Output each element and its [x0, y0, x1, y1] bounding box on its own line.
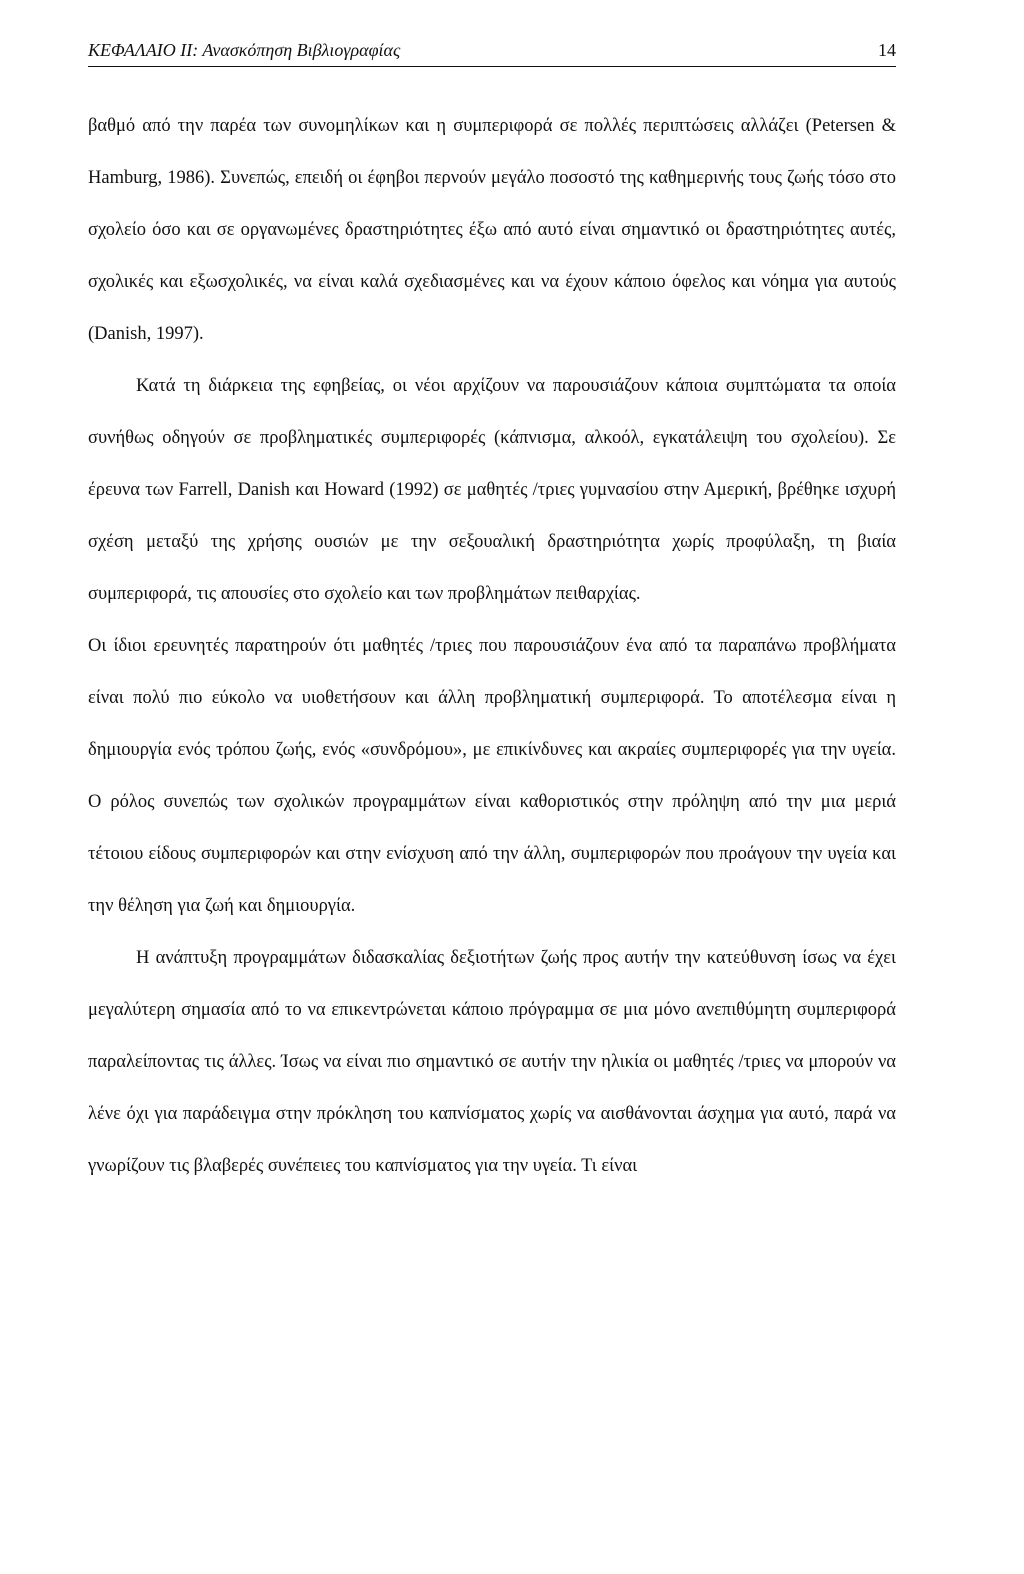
page-number: 14 — [878, 40, 896, 60]
document-page — [88, 0, 896, 1574]
running-header — [88, 36, 896, 67]
paragraph-life-skills-programs: Η ανάπτυξη προγραμμάτων διδασκαλίας δεξιοτήτων ζωής προς αυτήν την κατεύθυνση ίσως να έχει μεγαλύτερη σημασία από το να επικεντρώνεται κάποιο πρόγραμμα σε μια μόνο ανεπιθύμητη συμπεριφορά παραλείποντας τις άλλες. Ίσως να είναι πιο σημαντικό σε αυτήν την ηλικία οι μαθητές /τριες να μπορούν να λένε όχι για παράδειγμα στην πρόκληση του καπνίσματος χωρίς να αισθάνονται άσχημα για αυτό, παρά να γνωρίζουν τις βλαβερές συνέπειες του καπνίσματος για την υγεία. Τι είναι — [88, 948, 896, 1176]
paragraph-researchers-observations: Οι ίδιοι ερευνητές παρατηρούν ότι μαθητές /τριες που παρουσιάζουν ένα από τα παραπάνω προβλήματα είναι πολύ πιο εύκολο να υιοθετήσουν και άλλη προβληματική συμπεριφορά. Το αποτέλεσμα είναι η δημιουργία ενός τρόπου ζωής, ενός «συνδρόμου», με επικίνδυνες και ακραίες συμπεριφορές για την υγεία. Ο ρόλος συνεπώς των σχολικών προγραμμάτων είναι καθοριστικός στην πρόληψη από την μια μεριά τέτοιου είδους συμπεριφορών και στην ενίσχυση από την άλλη, συμπεριφορών που προάγουν την υγεία και την θέληση για ζωή και δημιουργία. — [88, 636, 896, 916]
chapter-title: ΚΕΦΑΛΑΙΟ ΙΙ: Ανασκόπηση Βιβλιογραφίας — [88, 40, 401, 60]
paragraph-adolescence-symptoms: Κατά τη διάρκεια της εφηβείας, οι νέοι αρχίζουν να παρουσιάζουν κάποια συμπτώματα τα οποία συνήθως οδηγούν σε προβληματικές συμπεριφορές (κάπνισμα, αλκοόλ, εγκατάλειψη του σχολείου). Σε έρευνα των Farrell, Danish και Howard (1992) σε μαθητές /τριες γυμνασίου στην Αμερική, βρέθηκε ισχυρή σχέση μεταξύ της χρήσης ουσιών με την σεξουαλική δραστηριότητα χωρίς προφύλαξη, τη βιαία συμπεριφορά, τις απουσίες στο σχολείο και των προβλημάτων πειθαρχίας. — [88, 376, 896, 604]
paragraph-continued: βαθμό από την παρέα των συνομηλίκων και η συμπεριφορά σε πολλές περιπτώσεις αλλάζει (Petersen & Hamburg, 1986). Συνεπώς, επειδή οι έφηβοι περνούν μεγάλο ποσοστό της καθημερινής τους ζωής τόσο στο σχολείο όσο και σε οργανωμένες δραστηριότητες έξω από αυτό είναι σημαντικό οι δραστηριότητες αυτές, σχολικές και εξωσχολικές, να είναι καλά σχεδιασμένες και να έχουν κάποιο όφελος και νόημα για αυτούς (Danish, 1997). — [88, 116, 896, 344]
body-text — [88, 100, 896, 1192]
